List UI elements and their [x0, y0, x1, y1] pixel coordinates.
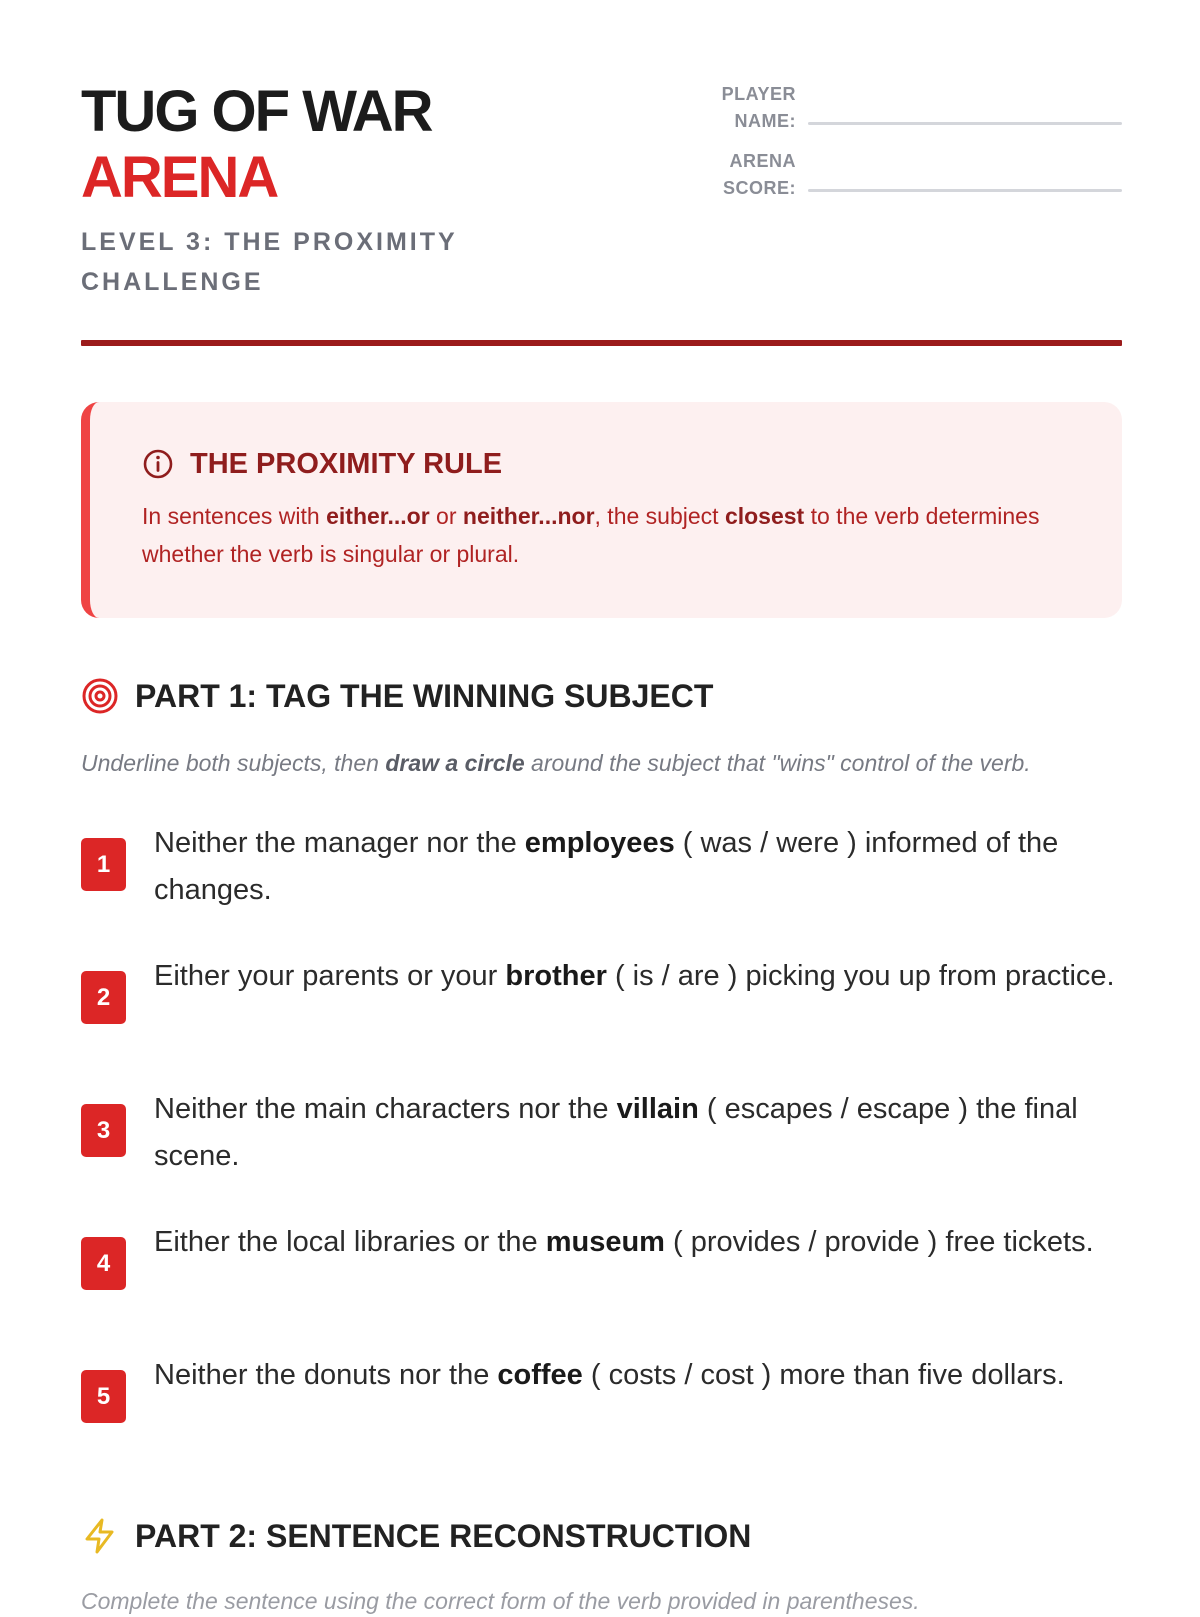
player-name-label: PLAYER NAME: [721, 84, 796, 131]
rule-keyword: closest [724, 503, 805, 529]
rule-text-part: , the subject [594, 503, 725, 529]
part2-heading [81, 1514, 751, 1558]
rule-heading [142, 444, 502, 484]
part1-title: PART 1: TAG THE WINNING SUBJECT [135, 677, 714, 714]
question-number-badge: 1 [81, 838, 126, 891]
question-subject: villain [616, 1093, 699, 1125]
instruction-text: around the subject that "wins" control of the verb. [524, 750, 1031, 776]
question-text-part: Either your parents or your [154, 960, 506, 992]
rule-title: THE PROXIMITY RULE [190, 447, 503, 480]
header-divider [81, 340, 1122, 346]
question-subject: coffee [497, 1359, 583, 1391]
question-text-part: Neither the main characters nor the [154, 1093, 617, 1125]
arena-score-field[interactable] [700, 148, 1122, 200]
question-number-badge: 5 [81, 1370, 126, 1423]
question-number-badge: 2 [81, 971, 126, 1024]
rule-keyword: either...or [326, 503, 430, 529]
question-number-badge: 3 [81, 1104, 126, 1157]
player-name-line[interactable] [808, 122, 1122, 125]
proximity-rule-card [81, 402, 1122, 618]
info-icon [142, 448, 174, 480]
question-text[interactable] [154, 1086, 1122, 1180]
arena-score-label: ARENA SCORE: [722, 151, 796, 198]
player-name-field[interactable] [700, 81, 1122, 133]
question-number-badge: 4 [81, 1237, 126, 1290]
question-text-part: ( provides / provide ) free tickets. [664, 1226, 1094, 1258]
arena-score-line[interactable] [808, 189, 1122, 192]
question-text[interactable] [154, 953, 1122, 1000]
instruction-keyword: draw a circle [385, 750, 525, 776]
rule-text-part: In sentences with [142, 503, 327, 529]
part1-heading [81, 674, 713, 718]
question-text-part: ( escapes / escape ) the final scene. [154, 1093, 1078, 1172]
instruction-text: Underline both subjects, then [81, 750, 386, 776]
rule-text-part: to the verb determines whether the verb is singular or plural. [142, 503, 1040, 567]
part2-instruction: Complete the sentence using the correct form of the verb provided in parentheses. [81, 1588, 920, 1614]
part1-instruction [81, 747, 1031, 779]
rule-text [142, 497, 1042, 573]
rule-text-part: or [429, 503, 463, 529]
target-icon [81, 677, 119, 715]
page-subtitle: LEVEL 3: THE PROXIMITY CHALLENGE [81, 228, 458, 296]
question-text-part: ( costs / cost ) more than five dollars. [582, 1359, 1065, 1391]
question-text[interactable] [154, 1219, 1122, 1266]
part2-title: PART 2: SENTENCE RECONSTRUCTION [135, 1517, 752, 1554]
question-subject: brother [505, 960, 607, 992]
question-subject: employees [524, 827, 675, 859]
question-text-part: Neither the donuts nor the [154, 1359, 498, 1391]
question-text[interactable] [154, 1352, 1122, 1399]
question-text[interactable] [154, 820, 1122, 914]
rule-keyword: neither...nor [462, 503, 595, 529]
question-subject: museum [545, 1226, 665, 1258]
lightning-icon [81, 1517, 119, 1555]
question-text-part: ( is / are ) picking you up from practice. [606, 960, 1115, 992]
page-title-accent: ARENA [81, 145, 278, 210]
page-title: TUG OF WAR [81, 79, 432, 144]
question-text-part: Either the local libraries or the [154, 1226, 546, 1258]
question-text-part: ( was / were ) informed of the changes. [154, 827, 1059, 906]
question-text-part: Neither the manager nor the [154, 827, 525, 859]
